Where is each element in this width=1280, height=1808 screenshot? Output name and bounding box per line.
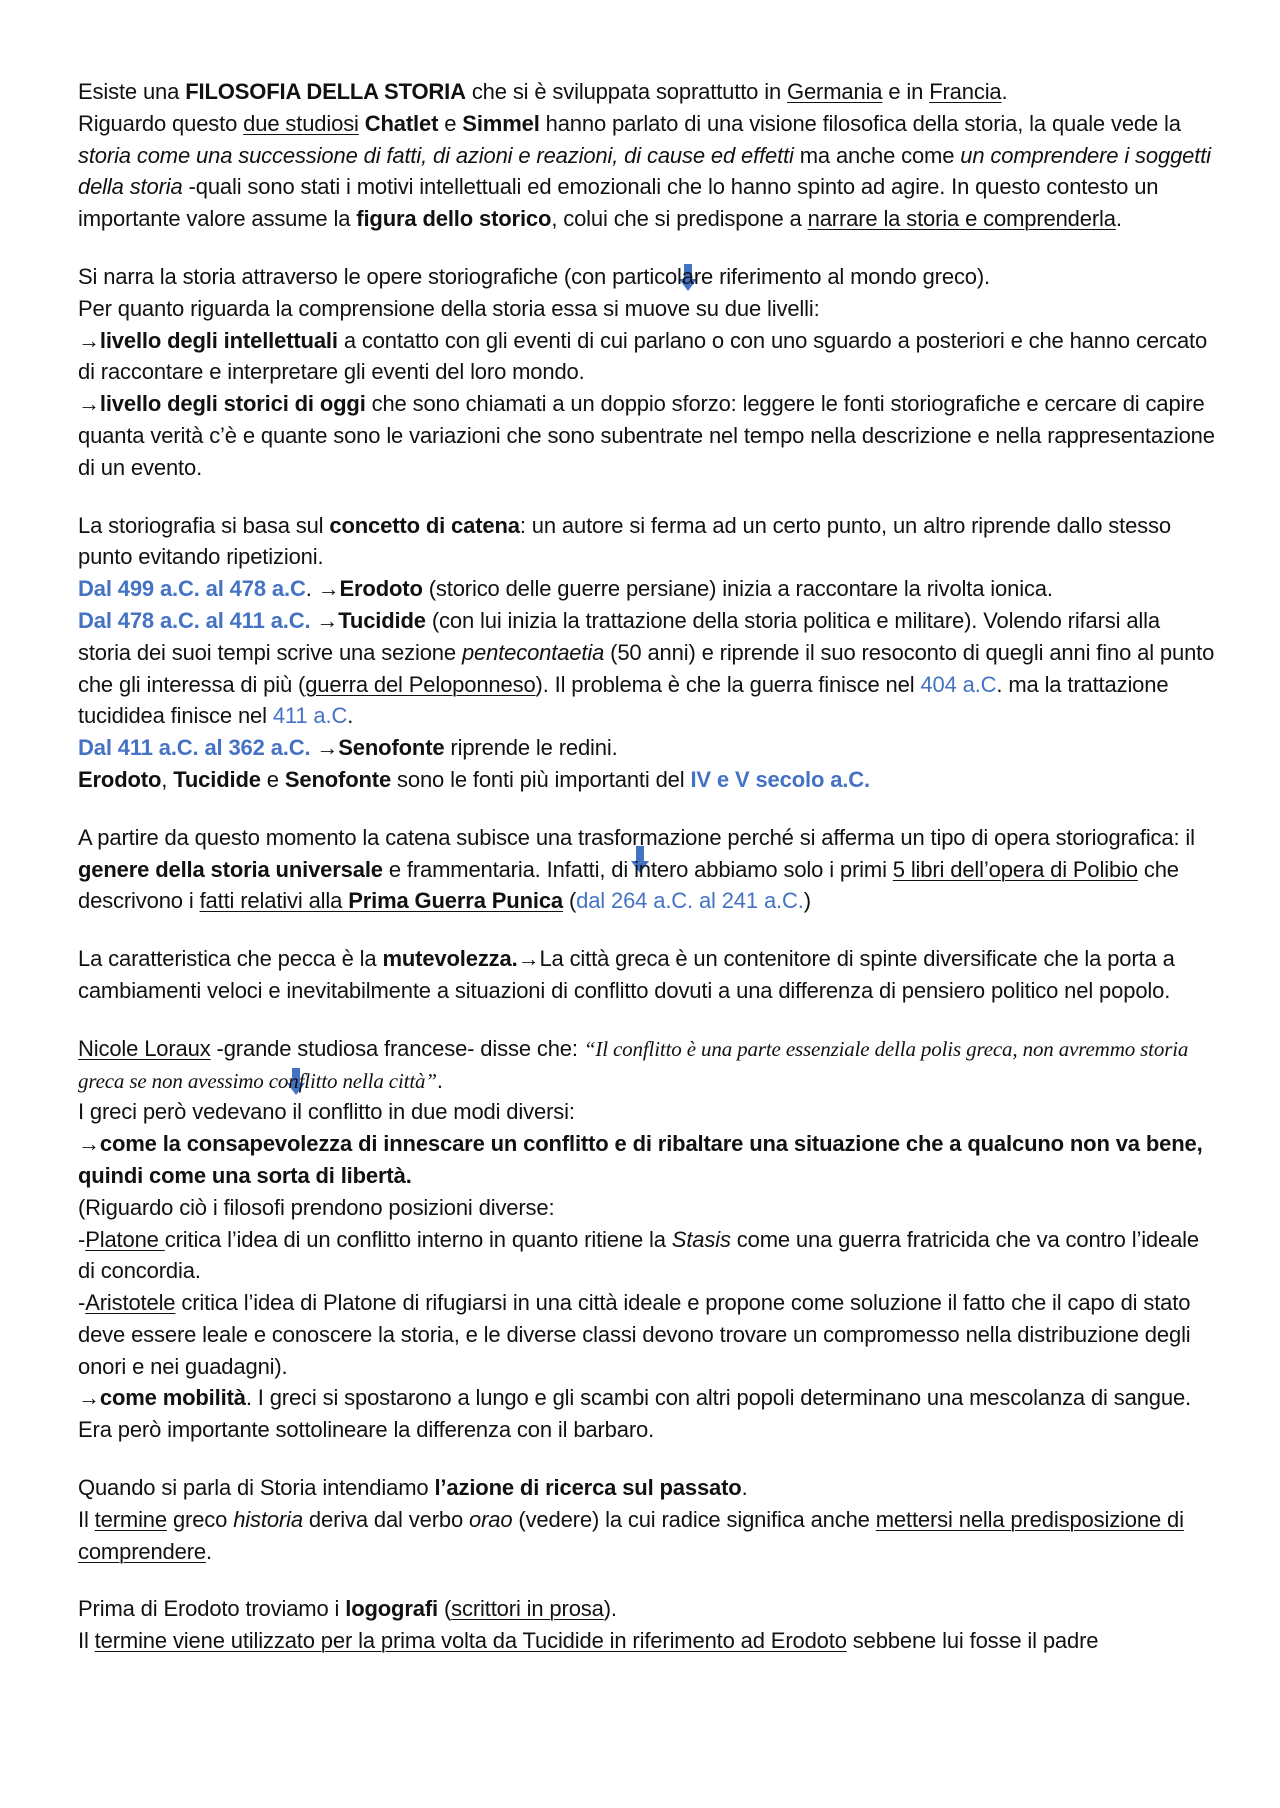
- paragraph-historia: Quando si parla di Storia intendiamo l’azione di ricerca sul passato. Il termine greco historia deriva dal verbo orao (vedere) la cui radice significa anche mettersi nella predisposizione di comprendere.: [78, 1475, 1184, 1564]
- paragraph-catena: La storiografia si basa sul concetto di catena: un autore si ferma ad un certo punto, un altro riprende dallo stesso punto evitando ripetizioni. Dal 499 a.C. al 478 a.C. →Erodoto (storico delle guerre persiane) inizia a raccontare la rivolta ionica. Dal 478 a.C. al 411 a.C. →Tucidide (con lui inizia la trattazione della storia politica e militare). Volendo rifarsi alla storia dei suoi tempi scrive una sezione pentecontaetia (50 anni) e riprende il suo resoconto di quegli anni fino al punto che gli interessa di più (guerra del Peloponneso). Il problema è che la guerra finisce nel 404 a.C. ma la trattazione tucididea finisce nel 411 a.C. Dal 411 a.C. al 362 a.C. →Senofonte riprende le redini. Erodoto, Tucidide e Senofonte sono le fonti più importanti del IV e V secolo a.C.: [78, 512, 1215, 792]
- document-body: [78, 76, 1218, 1657]
- paragraph-filosofia-storia: Esiste una FILOSOFIA DELLA STORIA che si è sviluppata soprattutto in Germania e in Francia. Riguardo questo due studiosi Chatlet e Simmel hanno parlato di una visione filosofica della storia, la quale vede la storia come una successione di fatti, di azioni e reazioni, di cause ed effetti ma anche come un comprendere i soggetti della storia -quali sono stati i motivi intellettuali ed emozionali che lo hanno spinto ad agire. In questo contesto un importante valore assume la figura dello storico, colui che si predispone a narrare la storia e comprenderla.: [78, 79, 1211, 232]
- loraux-quote: “Il conflitto è una parte essenziale della polis greca, non avremmo storia greca se non avessimo conflitto nella città”: [78, 1036, 1189, 1093]
- paragraph-mutevolezza: La caratteristica che pecca è la mutevolezza.→La città greca è un contenitore di spinte diversificate che la porta a cambiamenti veloci e inevitabilmente a situazioni di conflitto dovuti a una differenza di pensiero politico nel popolo.: [78, 946, 1175, 1003]
- date-range: Dal 411 a.C. al 362 a.C.: [78, 735, 311, 761]
- date-range: Dal 478 a.C. al 411 a.C.: [78, 607, 311, 633]
- paragraph-logografi: Prima di Erodoto troviamo i logografi (scrittori in prosa). Il termine viene utilizzato per la prima volta da Tucidide in riferimento ad Erodoto sebbene lui fosse il padre: [78, 1596, 1099, 1654]
- paragraph-storia-universale: A partire da questo momento la catena subisce una trasformazione perché si afferma un tipo di opera storiografica: il genere della storia universale e frammentaria. Infatti, di intero abbiamo solo i primi 5 libri dell’opera di Polibio che descrivono i fatti relativi alla Prima Guerra Punica (dal 264 a.C. al 241 a.C.): [78, 824, 1195, 914]
- paragraph-conflitto: Nicole Loraux -grande studiosa francese- disse che: “Il conflitto è una parte essenziale della polis greca, non avremmo storia greca se non avessimo conflitto nella città”. I greci però vedevano il conflitto in due modi diversi: →come la consapevolezza di innescare un conflitto e di ribaltare una situazione che a qualcuno non va bene, quindi come una sorta di libertà. (Riguardo ciò i filosofi prendono posizioni diverse: -Platone critica l’idea di un conflitto interno in quanto ritiene la Stasis come una guerra fratricida che va contro l’ideale di concordia. -Aristotele critica l’idea di Platone di rifugiarsi in una città ideale e propone come soluzione il fatto che il capo di stato deve essere leale e conoscere la storia, e le diverse classi devono trovare un compromesso nella distribuzione degli onori e nei guadagni). →come mobilità. I greci si spostarono a lungo e gli scambi con altri popoli determinano una mescolanza di sangue. Era però importante sottolineare la differenza con il barbaro.: [78, 1035, 1203, 1443]
- paragraph-livelli: Si narra la storia attraverso le opere storiografiche (con particolare riferimento al mondo greco). Per quanto riguarda la comprensione della storia essa si muove su due livelli: →livello degli intellettuali a contatto con gli eventi di cui parlano o con uno sguardo a posteriori e che hanno cercato di raccontare e interpretare gli eventi del loro mondo. →livello degli storici di oggi che sono chiamati a un doppio sforzo: leggere le fonti storiografiche e cercare di capire quanta verità c’è e quante sono le variazioni che sono subentrate nel tempo nella descrizione e nella rappresentazione di un evento.: [78, 263, 1215, 480]
- date-range: Dal 499 a.C. al 478 a.C: [78, 576, 306, 602]
